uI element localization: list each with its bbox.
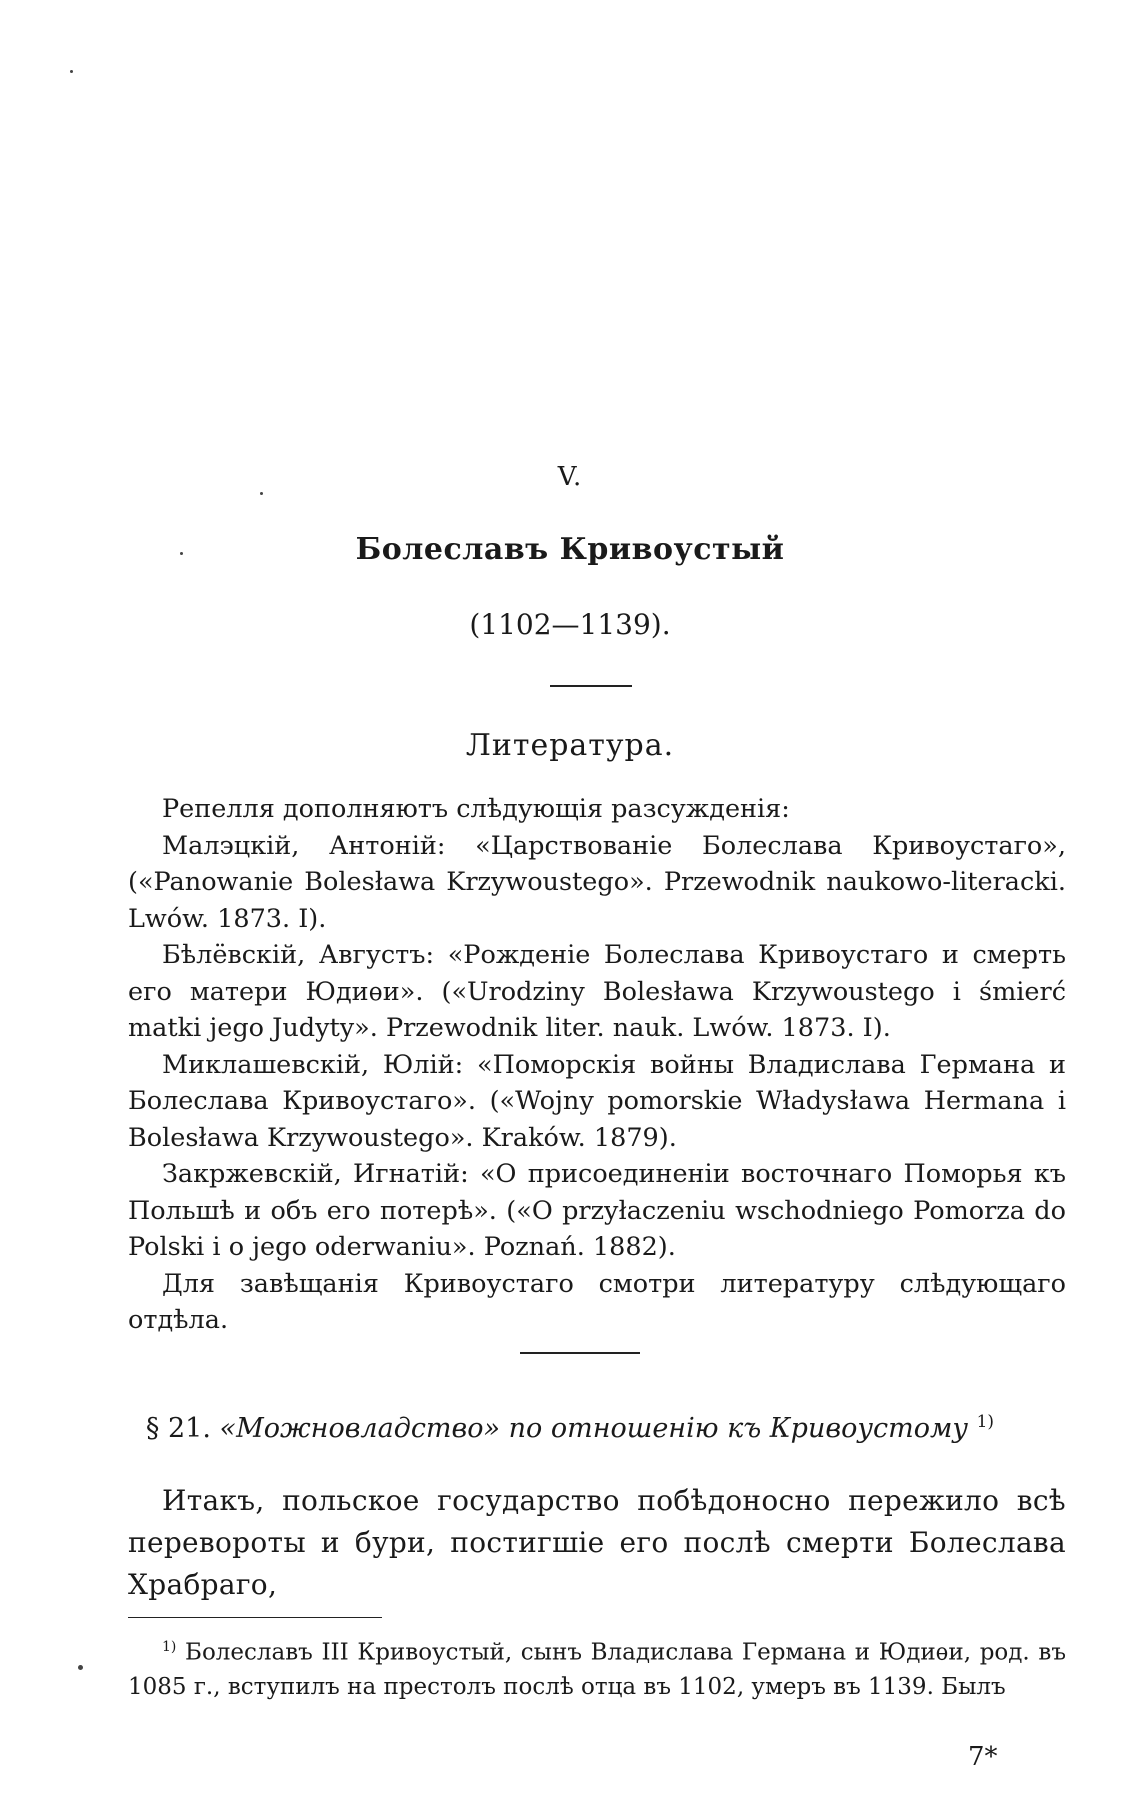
chapter-years: (1102—1139). (469, 608, 671, 641)
chapter-title: Болеславъ Кривоустый (355, 532, 785, 567)
footnote (128, 1630, 1066, 1704)
section-divider (520, 1352, 640, 1354)
section-number: § 21. (145, 1413, 211, 1444)
section-title-quoted: «Можновладство» (219, 1413, 501, 1444)
paper-speck (260, 492, 263, 495)
signature-mark: 7* (968, 1742, 998, 1772)
section-footnote-mark: 1) (976, 1412, 995, 1432)
literature-heading: Литература. (465, 728, 675, 763)
footnote-text: Болеславъ III Кривоустый, сынъ Владислава Германа и Юдиѳи, род. въ 1085 г., вступилъ на престолъ послѣ отца въ 1102, умеръ въ 1139. Былъ (128, 1639, 1066, 1700)
footnote-divider (128, 1617, 382, 1618)
body-text (128, 1480, 1066, 1606)
literature-intro: Репелля дополняютъ слѣдующія разсужденія: (162, 794, 790, 824)
literature-entry: Малэцкій, Антоній: «Царствованіе Болеслава Кривоустаго», («Panowanie Bolesława Krzywoustego». Przewodnik naukowo-literacki. Lwów. 1873. I). (128, 830, 1066, 934)
paper-speck (78, 1665, 83, 1670)
section-heading (0, 1412, 1140, 1444)
literature-entry: Закржевскій, Игнатій: «О присоединеніи восточнаго Поморья къ Польшѣ и объ его потерѣ». («O przyłaczeniu wschodniego Pomorza do Polski i o jego oderwaniu». Poznań. 1882). (128, 1159, 1066, 1262)
section-title: по отношенію къ Кривоустому (508, 1413, 969, 1444)
literature-entry: Бѣлёвскій, Августъ: «Рожденіе Болеслава Кривоустаго и смерть его матери Юдиѳи». («Urodziny Bolesława Krzywoustego i śmierć matki jego Judyty». Przewodnik liter. nauk. Lwów. 1873. I). (128, 940, 1066, 1043)
chapter-number: V. (557, 462, 583, 492)
title-divider (550, 685, 632, 687)
body-paragraph: Итакъ, польское государство побѣдоносно пережило всѣ перевороты и бури, постигшіе его послѣ смерти Болеслава Храбраго, (128, 1484, 1066, 1601)
literature-note: Для завѣщанія Кривоустаго смотри литературу слѣдующаго отдѣла. (128, 1268, 1066, 1335)
literature-entry: Миклашевскій, Юлій: «Поморскія войны Владислава Германа и Болеслава Кривоустаго». («Wojny pomorskie Władysława Hermana i Bolesława Krzywoustego». Kraków. 1879). (128, 1049, 1066, 1153)
literature-list (128, 791, 1066, 1339)
paper-speck (70, 70, 73, 73)
footnote-mark: 1) (162, 1639, 177, 1655)
